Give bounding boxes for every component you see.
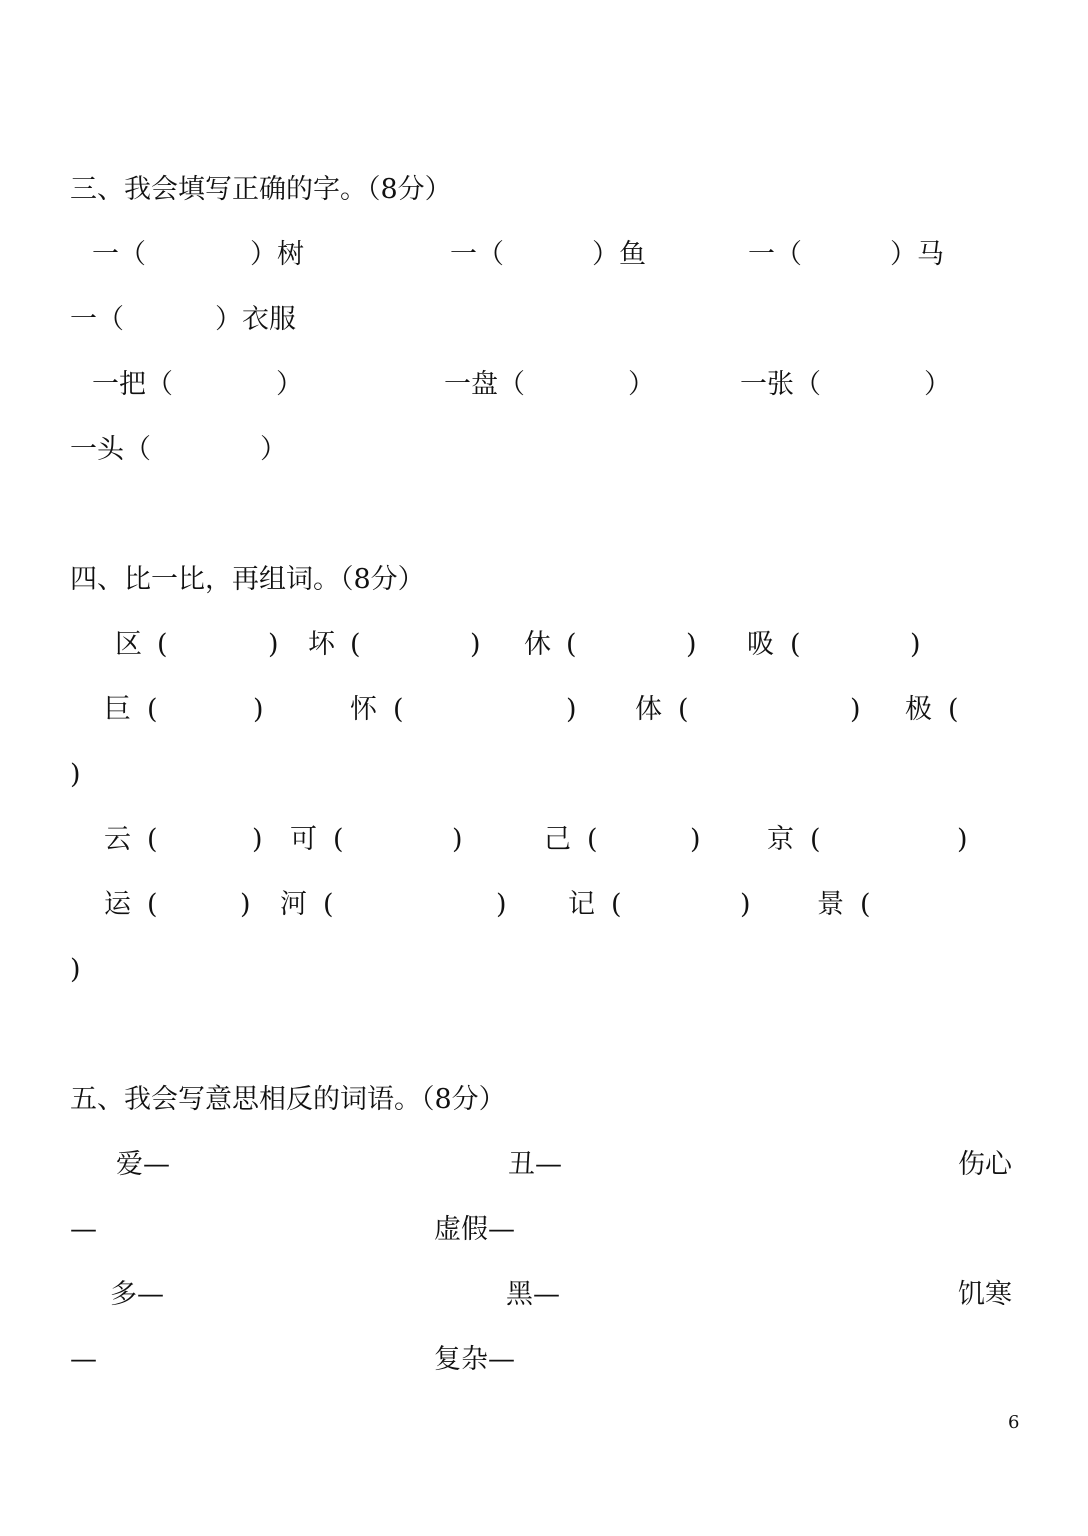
- s3-r1-b: ）树: [250, 239, 304, 270]
- s5-r2-a: —: [70, 1214, 97, 1245]
- s3-r1-c: 一（: [450, 239, 504, 270]
- section5-heading: 五、我会写意思相反的词语。（8分）: [70, 1084, 506, 1115]
- s4-r1-a: 区: [115, 629, 142, 660]
- s4-r4-j: 京: [767, 824, 794, 855]
- s3-r3-d: ）: [628, 369, 655, 400]
- section3-heading: 三、我会填写正确的字。（8分）: [70, 174, 452, 205]
- s4-r1-j: 吸: [747, 629, 774, 660]
- s4-r4-b: (: [147, 824, 158, 855]
- s4-r2-c: ): [253, 694, 264, 725]
- s4-r2-i: ): [850, 694, 861, 725]
- s4-r2-k: (: [948, 694, 959, 725]
- s4-r1-g: 休: [524, 629, 551, 660]
- s4-r5-b: (: [147, 889, 158, 920]
- s4-r1-f: ): [470, 629, 481, 660]
- s4-r2-h: (: [678, 694, 689, 725]
- s4-r4-d: 可: [290, 824, 317, 855]
- s4-r4-f: ): [452, 824, 463, 855]
- s4-r5-g: 记: [568, 889, 595, 920]
- s3-r1-e: 一（: [748, 239, 802, 270]
- s4-r6-a: ): [70, 954, 81, 985]
- s4-r1-e: (: [350, 629, 361, 660]
- s4-r4-l: ): [957, 824, 968, 855]
- page-number: 6: [1008, 1412, 1020, 1433]
- s3-r2-a: 一（: [70, 304, 124, 335]
- s4-r5-d: 河: [280, 889, 307, 920]
- s5-r3-c: 饥寒: [958, 1279, 1012, 1310]
- s5-r1-b: 丑—: [508, 1149, 562, 1180]
- s4-r2-g: 体: [635, 694, 662, 725]
- s4-r2-a: 巨: [104, 694, 131, 725]
- s4-r1-i: ): [686, 629, 697, 660]
- s4-r4-e: (: [333, 824, 344, 855]
- s5-r4-a: —: [70, 1344, 97, 1375]
- s5-r3-b: 黑—: [506, 1279, 560, 1310]
- s4-r5-a: 运: [104, 889, 131, 920]
- s3-r4-a: 一头（: [70, 434, 151, 465]
- s3-r3-e: 一张（: [740, 369, 821, 400]
- s4-r4-a: 云: [104, 824, 131, 855]
- s4-r2-j: 极: [905, 694, 932, 725]
- s3-r1-f: ）马: [890, 239, 944, 270]
- s4-r1-k: (: [790, 629, 801, 660]
- s4-r2-b: (: [147, 694, 158, 725]
- s4-r4-h: (: [587, 824, 598, 855]
- section4-heading: 四、比一比，再组词。（8分）: [70, 564, 425, 595]
- s4-r5-h: (: [611, 889, 622, 920]
- s5-r3-a: 多—: [110, 1279, 164, 1310]
- s4-r3-a: ): [70, 759, 81, 790]
- s4-r1-h: (: [566, 629, 577, 660]
- s4-r4-g: 己: [544, 824, 571, 855]
- s4-r5-f: ): [496, 889, 507, 920]
- s5-r4-b: 复杂—: [434, 1344, 515, 1375]
- s5-r2-b: 虚假—: [434, 1214, 515, 1245]
- s3-r1-d: ）鱼: [592, 239, 646, 270]
- s5-r1-c: 伤心: [958, 1149, 1012, 1180]
- s4-r5-i: ): [740, 889, 751, 920]
- s4-r5-k: (: [860, 889, 871, 920]
- s4-r5-e: (: [323, 889, 334, 920]
- s3-r3-b: ）: [276, 369, 303, 400]
- s3-r3-a: 一把（: [92, 369, 173, 400]
- s3-r2-b: ）衣服: [215, 304, 296, 335]
- s4-r1-d: 坏: [308, 629, 335, 660]
- s4-r4-c: ): [252, 824, 263, 855]
- s4-r2-e: (: [393, 694, 404, 725]
- s4-r5-j: 景: [817, 889, 844, 920]
- s5-r1-a: 爱—: [116, 1149, 170, 1180]
- s4-r2-d: 怀: [350, 694, 377, 725]
- s4-r2-f: ): [566, 694, 577, 725]
- s3-r3-f: ）: [924, 369, 951, 400]
- s4-r5-c: ): [240, 889, 251, 920]
- s3-r1-a: 一（: [92, 239, 146, 270]
- s4-r1-c: ): [268, 629, 279, 660]
- s4-r1-b: (: [157, 629, 168, 660]
- s4-r4-k: (: [810, 824, 821, 855]
- s4-r4-i: ): [690, 824, 701, 855]
- s3-r4-b: ）: [260, 434, 287, 465]
- s4-r1-l: ): [910, 629, 921, 660]
- s3-r3-c: 一盘（: [444, 369, 525, 400]
